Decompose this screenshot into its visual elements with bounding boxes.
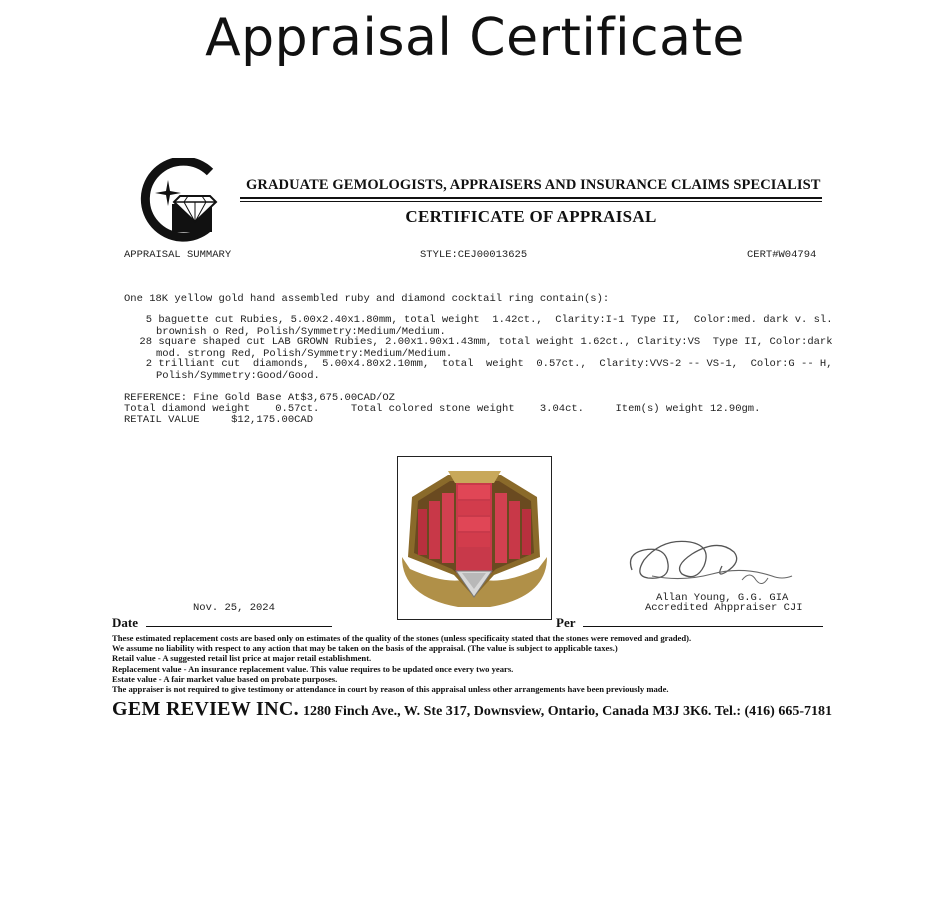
per-underline	[583, 626, 823, 627]
item-line: square shaped cut LAB GROWN Rubies, 2.00x1.90x1.43mm, total weight 1.62ct., Clarity:VS Type II, Color:dark	[158, 336, 833, 348]
item-line: mod. strong Red, Polish/Symmetry:Medium/Medium.	[156, 348, 453, 360]
footer-address: 1280 Finch Ave., W. Ste 317, Downsview, Ontario, Canada M3J 3K6. Tel.: (416) 665-7181	[302, 704, 832, 719]
header-rule-thin	[240, 201, 822, 202]
appraiser-name: Allan Young, G.G. GIA	[656, 592, 789, 604]
header-rule-thick	[240, 197, 822, 199]
item-qty: 5	[145, 314, 152, 326]
disclaimer-block	[112, 633, 832, 694]
disclaimer-line: These estimated replacement costs are based only on estimates of the quality of the stones (unless specificaity stated that the stones were removed and graded).	[112, 633, 692, 643]
disclaimer-line: We assume no liability with respect to any action that may be taken on the basis of the appraisal. (The value is subject to applicable taxes.)	[112, 643, 618, 654]
gem-logo-icon	[132, 158, 222, 246]
footer-company-line	[112, 698, 832, 721]
appraiser-title: Accredited Ahppraiser CJI	[645, 602, 803, 614]
appraisal-summary-label: APPRAISAL SUMMARY	[124, 249, 232, 261]
date-value: Nov. 25, 2024	[193, 602, 275, 614]
disclaimer-line: Replacement value - An insurance replacement value. This value requires to be updated once every two years.	[112, 663, 514, 674]
ring-illustration	[398, 457, 551, 619]
item-qty: 28	[139, 336, 152, 348]
style-number: STYLE:CEJ00013625	[420, 249, 528, 261]
disclaimer-line: The appraiser is not required to give testimony or attendance in court by reason of this appraisal unless other arrangements have been previously made.	[112, 684, 669, 695]
item-line: brownish o Red, Polish/Symmetry:Medium/Medium.	[156, 326, 446, 338]
item-line: baguette cut Rubies, 5.00x2.40x1.80mm, total weight 1.42ct., Clarity:I-1 Type II, Color:med. dark v. sl.	[158, 314, 833, 326]
footer-company: GEM REVIEW INC.	[112, 698, 299, 720]
gem-item-rubies	[128, 314, 833, 338]
ring-photo	[397, 456, 552, 620]
totals-line: Total diamond weight 0.57ct. Total colored stone weight 3.04ct. Item(s) weight 12.90gm.	[124, 403, 761, 415]
disclaimer-line: Retail value - A suggested retail list price at major retail establishment.	[112, 653, 372, 664]
cert-number: CERT#W04794	[747, 249, 817, 261]
description-intro: One 18K yellow gold hand assembled ruby and diamond cocktail ring contain(s):	[124, 293, 610, 305]
date-label: Date	[112, 615, 138, 630]
item-qty: 2	[145, 358, 152, 370]
gem-item-lab-rubies	[128, 336, 833, 360]
reference-line: REFERENCE: Fine Gold Base At$3,675.00CAD/OZ	[124, 392, 395, 404]
per-label: Per	[556, 615, 576, 630]
retail-value-line: RETAIL VALUE $12,175.00CAD	[124, 414, 314, 426]
disclaimer-line: Estate value - A fair market value based on probate purposes.	[112, 673, 338, 684]
company-tagline: GRADUATE GEMOLOGISTS, APPRAISERS AND INSURANCE CLAIMS SPECIALIST	[246, 177, 821, 193]
date-underline	[146, 626, 332, 627]
item-line: Polish/Symmetry:Good/Good.	[156, 370, 320, 382]
certificate-title: CERTIFICATE OF APPRAISAL	[405, 207, 657, 226]
signature-icon	[622, 530, 797, 592]
gem-item-diamonds	[128, 358, 833, 382]
item-line: trilliant cut diamonds, 5.00x4.80x2.10mm, total weight 0.57ct., Clarity:VVS-2 -- VS-1, Color:G -- H,	[158, 358, 833, 370]
page-title: Appraisal Certificate	[205, 8, 745, 68]
